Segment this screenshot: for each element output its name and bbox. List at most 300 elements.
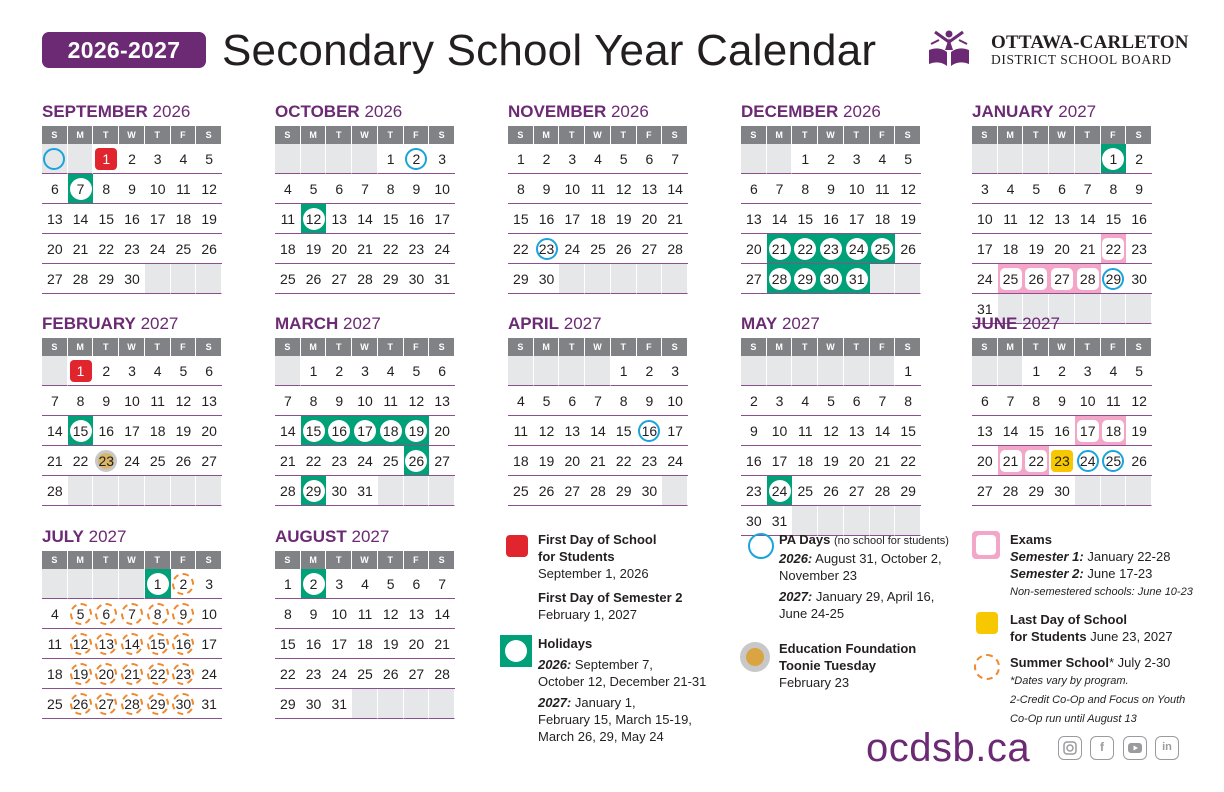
day-cell — [767, 174, 793, 204]
month-grid — [972, 126, 1152, 324]
day-number: 29 — [382, 270, 399, 287]
legend-summer — [1010, 654, 1185, 728]
month-march — [275, 314, 455, 506]
month-name: FEBRUARY — [42, 314, 136, 333]
day-number: 1 — [1102, 148, 1124, 170]
day-cell — [741, 386, 767, 416]
day-cell — [534, 386, 560, 416]
day-number: 26 — [1025, 268, 1047, 290]
day-cell — [972, 446, 998, 476]
month-name: NOVEMBER — [508, 102, 607, 121]
day-cell — [145, 569, 171, 599]
day-number: 26 — [70, 693, 92, 715]
day-cell — [611, 386, 637, 416]
day-cell — [171, 204, 197, 234]
day-cell — [818, 386, 844, 416]
day-number: 3 — [852, 150, 861, 167]
month-title — [508, 314, 688, 338]
day-number: 21 — [72, 240, 89, 257]
day-cell — [404, 629, 430, 659]
day-cell — [895, 356, 921, 386]
day-number: 4 — [179, 150, 188, 167]
day-number: 1 — [904, 362, 913, 379]
day-number: 25 — [280, 270, 296, 287]
day-number: 19 — [201, 210, 217, 227]
day-number: 10 — [331, 605, 348, 622]
legend-summer-star: * — [1108, 655, 1115, 670]
day-number: 9 — [749, 422, 758, 439]
day-cell — [870, 386, 896, 416]
exam-swatch-icon — [972, 531, 1000, 559]
day-cell — [275, 386, 301, 416]
day-cell — [145, 144, 171, 174]
empty-day-cell — [68, 569, 94, 599]
month-october — [275, 102, 455, 294]
day-cell — [895, 416, 921, 446]
day-number: 25 — [47, 695, 63, 712]
day-number: 18 — [797, 452, 814, 469]
legend-holidays-2027-line2: February 15, March 15-19, — [538, 712, 692, 727]
day-number: 22 — [98, 240, 115, 257]
empty-day-cell — [895, 264, 921, 294]
board-logo — [925, 28, 1189, 73]
legend-exams-s1-label: Semester 1: — [1010, 549, 1084, 564]
instagram-icon[interactable] — [1058, 736, 1082, 760]
weekday-header: S — [895, 338, 921, 356]
day-number: 23 — [536, 238, 558, 260]
day-cell — [662, 356, 688, 386]
day-number: 27 — [434, 452, 450, 469]
day-cell — [196, 446, 222, 476]
day-cell — [119, 356, 145, 386]
day-cell — [792, 234, 818, 264]
day-cell — [378, 659, 404, 689]
day-cell — [534, 204, 560, 234]
day-number: 21 — [280, 452, 296, 469]
month-title — [508, 102, 688, 126]
legend-holidays-2026-label: 2026: — [538, 657, 572, 672]
day-cell — [404, 204, 430, 234]
day-number: 27 — [977, 482, 993, 499]
day-cell — [767, 264, 793, 294]
day-number: 5 — [542, 392, 551, 409]
day-cell — [275, 204, 301, 234]
day-number: 28 — [769, 268, 791, 290]
month-name: AUGUST — [275, 527, 347, 546]
empty-day-cell — [145, 476, 171, 506]
day-number: 8 — [801, 180, 810, 197]
day-number: 15 — [70, 420, 92, 442]
day-number: 24 — [331, 665, 348, 682]
day-cell — [611, 356, 637, 386]
day-number: 10 — [771, 422, 788, 439]
day-number: 10 — [124, 392, 140, 409]
day-cell — [972, 386, 998, 416]
day-cell — [93, 416, 119, 446]
day-cell — [352, 234, 378, 264]
day-number: 30 — [820, 268, 842, 290]
day-cell — [741, 264, 767, 294]
youtube-icon[interactable] — [1123, 736, 1147, 760]
day-number: 28 — [121, 693, 143, 715]
day-number: 27 — [848, 482, 865, 499]
day-cell — [818, 204, 844, 234]
day-cell — [93, 144, 119, 174]
day-cell — [662, 416, 688, 446]
day-number: 30 — [124, 270, 140, 287]
weekday-header: S — [275, 551, 301, 569]
day-number: 21 — [1000, 450, 1022, 472]
day-number: 24 — [124, 452, 140, 469]
day-number: 4 — [283, 180, 292, 197]
day-cell — [378, 264, 404, 294]
weekday-header: M — [301, 126, 327, 144]
day-number: 18 — [590, 210, 606, 227]
day-number: 21 — [47, 452, 63, 469]
day-number: 30 — [1054, 482, 1070, 499]
weekday-header: M — [534, 126, 560, 144]
month-year: 2027 — [1058, 102, 1097, 121]
day-cell — [972, 204, 998, 234]
month-june — [972, 314, 1152, 506]
day-cell — [534, 416, 560, 446]
day-cell — [352, 204, 378, 234]
day-cell — [1126, 446, 1152, 476]
day-number: 2 — [645, 362, 654, 379]
day-number: 13 — [1054, 210, 1070, 227]
weekday-header: S — [972, 126, 998, 144]
day-number: 29 — [900, 482, 916, 499]
weekday-header: T — [326, 551, 352, 569]
day-cell — [68, 356, 94, 386]
day-cell — [1101, 204, 1127, 234]
day-cell — [404, 446, 430, 476]
day-number: 5 — [1135, 362, 1144, 379]
day-cell — [844, 204, 870, 234]
day-number: 8 — [904, 392, 913, 409]
day-cell — [326, 476, 352, 506]
day-number: 2 — [542, 150, 551, 167]
day-cell — [611, 204, 637, 234]
day-cell — [1023, 264, 1049, 294]
empty-day-cell — [998, 144, 1024, 174]
day-number: 15 — [900, 422, 916, 439]
day-cell — [378, 386, 404, 416]
day-cell — [326, 416, 352, 446]
month-grid — [42, 126, 222, 294]
day-number: 19 — [305, 240, 322, 257]
empty-day-cell — [611, 264, 637, 294]
day-number: 1 — [516, 150, 525, 167]
day-cell — [1023, 174, 1049, 204]
day-cell — [93, 599, 119, 629]
day-cell — [1075, 446, 1101, 476]
day-number: 25 — [175, 240, 192, 257]
month-year: 2026 — [152, 102, 191, 121]
day-cell — [301, 204, 327, 234]
empty-day-cell — [998, 356, 1024, 386]
day-number: 26 — [305, 270, 322, 287]
day-number: 16 — [1131, 210, 1147, 227]
day-cell — [1101, 144, 1127, 174]
legend-toonie-date: February 23 — [779, 675, 850, 690]
day-cell — [196, 659, 222, 689]
month-name: DECEMBER — [741, 102, 839, 121]
day-cell — [326, 234, 352, 264]
day-number: 3 — [128, 362, 136, 379]
day-cell — [42, 204, 68, 234]
empty-day-cell — [326, 144, 352, 174]
day-cell — [741, 174, 767, 204]
day-number: 13 — [408, 605, 425, 622]
day-cell — [611, 446, 637, 476]
month-year: 2027 — [351, 527, 390, 546]
day-number: 17 — [201, 635, 217, 652]
day-cell — [171, 689, 197, 719]
legend-sem2-title: First Day of Semester 2 — [538, 590, 683, 605]
day-number: 31 — [977, 300, 993, 317]
day-number: 18 — [1002, 240, 1019, 257]
day-number: 21 — [121, 663, 143, 685]
day-number: 4 — [1006, 180, 1015, 197]
day-number: 12 — [70, 633, 92, 655]
day-cell — [1101, 264, 1127, 294]
day-number: 30 — [1131, 270, 1147, 287]
day-number: 21 — [1079, 240, 1096, 257]
day-cell — [1126, 234, 1152, 264]
day-number: 13 — [564, 422, 581, 439]
day-cell — [662, 386, 688, 416]
legend-summer-note3: Co-Op run until August 13 — [1010, 713, 1137, 725]
day-cell — [352, 416, 378, 446]
day-number: 10 — [667, 392, 683, 409]
day-number: 21 — [590, 452, 606, 469]
day-number: 2 — [102, 362, 111, 379]
weekday-header: S — [508, 338, 534, 356]
day-number: 22 — [382, 240, 399, 257]
day-number: 19 — [1131, 422, 1147, 439]
day-cell — [998, 264, 1024, 294]
day-cell — [1023, 386, 1049, 416]
weekday-header: T — [93, 551, 119, 569]
day-cell — [972, 264, 998, 294]
day-number: 14 — [667, 180, 683, 197]
website-link[interactable]: ocdsb.ca — [866, 726, 1031, 770]
day-cell — [998, 446, 1024, 476]
day-number: 22 — [147, 663, 169, 685]
day-number: 6 — [980, 392, 989, 409]
day-cell — [585, 174, 611, 204]
day-number: 1 — [309, 362, 318, 379]
day-cell — [119, 629, 145, 659]
day-number: 12 — [201, 180, 217, 197]
day-number: 18 — [47, 665, 63, 682]
day-number: 19 — [382, 635, 399, 652]
day-cell — [42, 416, 68, 446]
day-number: 5 — [1032, 180, 1041, 197]
day-number: 22 — [900, 452, 916, 469]
day-cell — [171, 386, 197, 416]
legend-exams-note: Non-semestered schools: June 10-23 — [1010, 586, 1193, 598]
day-number: 30 — [305, 695, 322, 712]
day-number: 23 — [1131, 240, 1147, 257]
day-number: 4 — [386, 362, 395, 379]
day-number: 6 — [749, 180, 758, 197]
day-cell — [1049, 386, 1075, 416]
day-number: 11 — [383, 392, 398, 409]
day-number: 20 — [408, 635, 425, 652]
legend-holidays — [538, 635, 706, 745]
day-cell — [171, 356, 197, 386]
legend-pa-note: (no school for students) — [833, 535, 949, 547]
day-number: 21 — [769, 238, 791, 260]
month-title — [42, 527, 222, 551]
day-number: 14 — [874, 422, 891, 439]
day-number: 28 — [874, 482, 891, 499]
day-number: 29 — [280, 695, 296, 712]
linkedin-icon[interactable]: in — [1155, 736, 1179, 760]
day-number: 9 — [1058, 392, 1066, 409]
weekday-header: T — [1023, 338, 1049, 356]
day-cell — [895, 386, 921, 416]
day-cell — [68, 599, 94, 629]
day-number: 18 — [1102, 420, 1124, 442]
day-cell — [93, 689, 119, 719]
day-number: 3 — [775, 392, 784, 409]
day-number: 30 — [746, 512, 762, 529]
day-cell — [1075, 204, 1101, 234]
day-cell — [508, 264, 534, 294]
day-cell — [611, 174, 637, 204]
day-cell — [972, 174, 998, 204]
day-number: 9 — [309, 605, 318, 622]
day-number: 1 — [801, 150, 810, 167]
day-cell — [1049, 476, 1075, 506]
day-number: 13 — [641, 180, 658, 197]
day-cell — [42, 476, 68, 506]
day-number: 8 — [147, 603, 169, 625]
day-cell — [196, 689, 222, 719]
day-number: 30 — [408, 270, 425, 287]
weekday-header: F — [1101, 126, 1127, 144]
day-number: 24 — [357, 452, 373, 469]
day-cell — [792, 264, 818, 294]
month-year: 2027 — [88, 527, 127, 546]
day-number: 19 — [175, 422, 192, 439]
day-number: 14 — [590, 422, 606, 439]
day-cell — [404, 264, 430, 294]
weekday-header: W — [352, 551, 378, 569]
weekday-header: S — [662, 338, 688, 356]
day-cell — [534, 264, 560, 294]
day-cell — [1023, 356, 1049, 386]
day-cell — [429, 356, 455, 386]
legend-exams-s2-date: June 17-23 — [1087, 566, 1153, 581]
legend-first-day-title2: for Students — [538, 549, 615, 564]
empty-day-cell — [767, 144, 793, 174]
weekday-header: W — [119, 551, 145, 569]
empty-day-cell — [68, 144, 94, 174]
day-cell — [895, 476, 921, 506]
empty-day-cell — [404, 476, 430, 506]
day-cell — [275, 416, 301, 446]
day-number: 22 — [280, 665, 296, 682]
day-cell — [585, 416, 611, 446]
day-number: 14 — [1002, 422, 1019, 439]
page-title: Secondary School Year Calendar — [222, 26, 877, 75]
day-number: 17 — [564, 210, 581, 227]
day-number: 27 — [47, 270, 63, 287]
legend-summer-title: Summer School — [1010, 655, 1109, 670]
day-number: 20 — [641, 210, 658, 227]
empty-day-cell — [42, 356, 68, 386]
day-number: 31 — [771, 512, 788, 529]
day-cell — [508, 234, 534, 264]
day-cell — [301, 599, 327, 629]
day-cell — [1049, 356, 1075, 386]
day-cell — [42, 234, 68, 264]
day-number: 30 — [538, 270, 555, 287]
month-year: 2026 — [610, 102, 649, 121]
day-cell — [171, 569, 197, 599]
day-cell — [1023, 446, 1049, 476]
day-cell — [171, 629, 197, 659]
legend-holidays-2027-label: 2027: — [538, 695, 572, 710]
day-cell — [429, 264, 455, 294]
day-number: 16 — [638, 420, 660, 442]
day-number: 6 — [568, 392, 577, 409]
legend-first-day-date: September 1, 2026 — [538, 566, 649, 581]
day-cell — [378, 234, 404, 264]
day-cell — [844, 476, 870, 506]
day-number: 30 — [331, 482, 348, 499]
day-cell — [196, 204, 222, 234]
day-cell — [326, 569, 352, 599]
month-year: 2027 — [343, 314, 381, 333]
empty-day-cell — [378, 476, 404, 506]
day-cell — [998, 476, 1024, 506]
day-cell — [870, 446, 896, 476]
month-name: OCTOBER — [275, 102, 360, 121]
month-grid — [741, 338, 921, 536]
day-number: 15 — [1105, 210, 1122, 227]
day-cell — [792, 204, 818, 234]
weekday-header: W — [585, 126, 611, 144]
day-cell — [145, 629, 171, 659]
weekday-header: S — [275, 338, 301, 356]
day-cell — [326, 264, 352, 294]
day-number: 19 — [405, 420, 427, 442]
weekday-header: W — [119, 338, 145, 356]
day-number: 31 — [331, 695, 348, 712]
empty-day-cell — [301, 144, 327, 174]
day-number: 25 — [1102, 450, 1124, 472]
weekday-header: S — [196, 126, 222, 144]
day-number: 9 — [645, 392, 654, 409]
empty-day-cell — [119, 569, 145, 599]
day-number: 19 — [538, 452, 555, 469]
day-cell — [1101, 386, 1127, 416]
day-number: 5 — [619, 150, 628, 167]
day-number: 10 — [201, 605, 217, 622]
day-cell — [998, 204, 1024, 234]
facebook-icon[interactable]: f — [1090, 736, 1114, 760]
day-number: 22 — [794, 238, 816, 260]
day-number: 26 — [382, 665, 399, 682]
day-number: 11 — [176, 180, 191, 197]
empty-day-cell — [275, 356, 301, 386]
day-cell — [637, 144, 663, 174]
